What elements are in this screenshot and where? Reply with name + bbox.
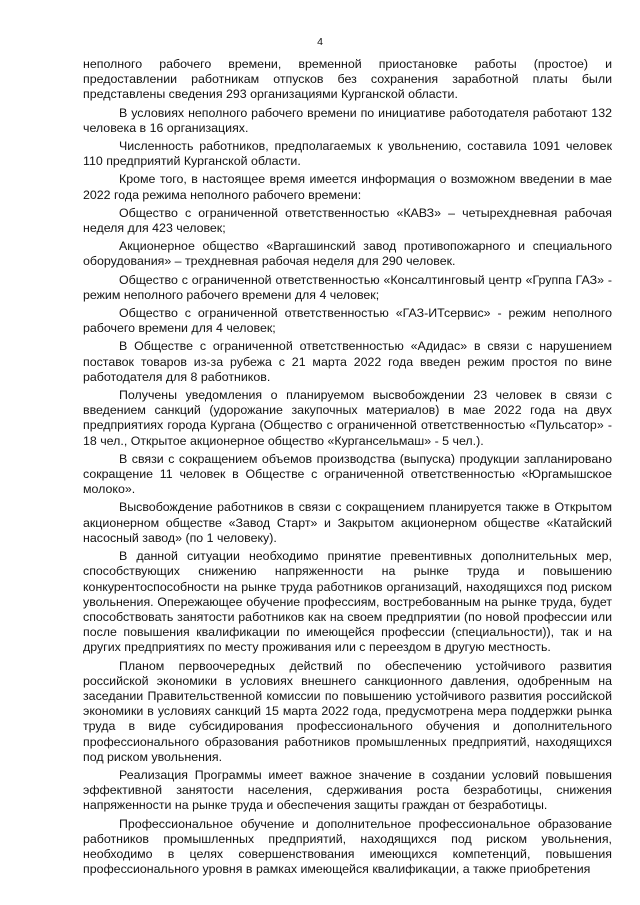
paragraph-12: Высвобождение работников в связи с сокращением планируется также в Открытом акционерном обществе «Завод Старт» и Закрытом акционерном обществе «Катайский насосный завод» (по 1 человеку).	[83, 500, 612, 545]
paragraph-5: Общество с ограниченной ответственностью «КАВЗ» – четырехдневная рабочая неделя для 423 человек;	[83, 205, 612, 236]
paragraph-15: Реализация Программы имеет важное значение в создании условий повышения эффективной занятости населения, сдерживания роста безработицы, снижения напряженности на рынке труда и обеспечения защиты граждан от безработицы.	[83, 767, 612, 813]
paragraph-9: В Обществе с ограниченной ответственностью «Адидас» в связи с нарушением поставок товаров из-за рубежа с 21 марта 2022 года введен режим простоя по вине работодателя для 8 работников.	[83, 339, 612, 384]
paragraph-11: В связи с сокращением объемов производства (выпуска) продукции запланировано сокращение 11 человек в Обществе с ограниченной ответственностью «Юргамышское молоко».	[83, 451, 612, 497]
paragraph-13: В данной ситуации необходимо принятие превентивных дополнительных мер, способствующих снижению напряженности на рынке труда и повышению конкурентоспособности на рынке труда работников организаций, находящихся под риском увольнения. Опережающее обучение профессиям, востребованным на рынке труда, будет способствовать занятости работников как на своем предприятии (по новой профессии или после повышения квалификации по имеющейся профессии (специальности)), так и на других предприятиях по месту проживания или с переездом в другую местность.	[83, 549, 612, 655]
paragraph-6: Акционерное общество «Варгашинский завод противопожарного и специального оборудования» – трехдневная рабочая неделя для 290 человек.	[83, 239, 612, 269]
paragraph-2: В условиях неполного рабочего времени по инициативе работодателя работают 132 человека в 16 организациях.	[83, 105, 612, 135]
paragraph-1: неполного рабочего времени, временной приостановке работы (простое) и предоставлении работникам отпусков без сохранения заработной платы были представлены сведения 293 организациями Курганской области.	[83, 57, 612, 102]
document-body	[83, 57, 612, 880]
paragraph-16: Профессиональное обучение и дополнительное профессиональное образование работников промышленных предприятий, находящихся под риском увольнения, необходимо в целях совершенствования имеющихся компетенций, повышения профессионального уровня в рамках имеющейся квалификации, а также приобретения	[83, 816, 612, 877]
paragraph-4: Кроме того, в настоящее время имеется информация о возможном введении в мае 2022 года режима неполного рабочего времени:	[83, 172, 612, 202]
paragraph-3: Численность работников, предполагаемых к увольнению, составила 1091 человек 110 предприятий Курганской области.	[83, 139, 612, 169]
paragraph-7: Общество с ограниченной ответственностью «Консалтинговый центр «Группа ГАЗ» - режим неполного рабочего времени для 4 человек;	[83, 272, 612, 302]
paragraph-14: Планом первоочередных действий по обеспечению устойчивого развития российской экономики в условиях внешнего санкционного давления, одобренным на заседании Правительственной комиссии по повышению устойчивого развития российской экономики в условиях санкций 15 марта 2022 года, предусмотрена мера поддержки рынка труда в виде субсидирования профессионального обучения и дополнительного профессионального образования работников промышленных предприятий, находящихся под риском увольнения.	[83, 658, 612, 764]
paragraph-8: Общество с ограниченной ответственностью «ГАЗ-ИТсервис» - режим неполного рабочего времени для 4 человек;	[83, 306, 612, 336]
page-number: 4	[317, 36, 323, 48]
paragraph-10: Получены уведомления о планируемом высвобождении 23 человек в связи с введением санкций (удорожание закупочных материалов) в мае 2022 года на двух предприятиях города Кургана (Общество с ограниченной ответственностью «Пульсатор» - 18 чел., Открытое акционерное общество «Кургансельмаш» - 5 чел.).	[83, 388, 612, 448]
